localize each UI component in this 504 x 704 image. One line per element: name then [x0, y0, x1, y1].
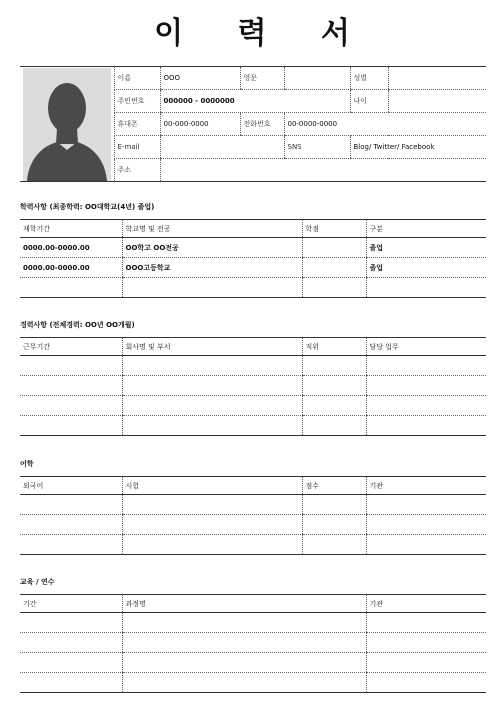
table-row: [20, 416, 486, 436]
language-score[interactable]: [302, 495, 366, 515]
training-table: [20, 594, 486, 693]
career-header: 회사명 및 부서: [122, 338, 302, 356]
career-title: 경력사항 (전체경력: OO년 OO개월): [20, 321, 135, 329]
career-header: 근무기간: [20, 338, 122, 356]
email-label: E-mail: [114, 136, 160, 159]
table-row: [20, 673, 486, 693]
language-name[interactable]: [20, 495, 122, 515]
table-row: [20, 278, 486, 298]
education-gpa[interactable]: [302, 238, 366, 258]
profile-table: [20, 66, 486, 182]
training-org[interactable]: [366, 673, 486, 693]
table-row: [20, 535, 486, 555]
career-period[interactable]: [20, 396, 122, 416]
language-name[interactable]: [20, 535, 122, 555]
language-header: 점수: [302, 477, 366, 495]
training-org[interactable]: [366, 653, 486, 673]
career-company[interactable]: [122, 416, 302, 436]
career-header: 담당 업무: [366, 338, 486, 356]
table-row: [20, 495, 486, 515]
gender-value[interactable]: [388, 67, 486, 90]
gender-label: 성별: [350, 67, 388, 90]
mobile-label: 휴대폰: [114, 113, 160, 136]
photo-cell: [20, 67, 114, 182]
education-school[interactable]: OOO고등학교: [122, 258, 302, 278]
phone-value[interactable]: 00-0000-0000: [284, 113, 486, 136]
table-row: [20, 515, 486, 535]
career-position[interactable]: [302, 416, 366, 436]
education-status[interactable]: [366, 278, 486, 298]
language-name[interactable]: [20, 515, 122, 535]
education-header: 학교명 및 전공: [122, 220, 302, 238]
table-row: [20, 356, 486, 376]
training-header: 기관: [366, 595, 486, 613]
training-period[interactable]: [20, 613, 122, 633]
education-status[interactable]: 졸업: [366, 258, 486, 278]
language-test[interactable]: [122, 535, 302, 555]
address-label: 주소: [114, 159, 160, 182]
education-header: 재학기간: [20, 220, 122, 238]
language-title: 어학: [20, 460, 34, 468]
sns-label: SNS: [284, 136, 350, 159]
education-school[interactable]: OO학고 OO전공: [122, 238, 302, 258]
language-org[interactable]: [366, 495, 486, 515]
training-course[interactable]: [122, 673, 366, 693]
language-table: [20, 476, 486, 555]
education-period[interactable]: 0000.00-0000.00: [20, 238, 122, 258]
language-header: 시험: [122, 477, 302, 495]
rrn-value[interactable]: 000000 - 0000000: [160, 90, 350, 113]
career-duty[interactable]: [366, 376, 486, 396]
age-label: 나이: [350, 90, 388, 113]
rrn-label: 주민번호: [114, 90, 160, 113]
education-gpa[interactable]: [302, 258, 366, 278]
career-position[interactable]: [302, 376, 366, 396]
training-period[interactable]: [20, 633, 122, 653]
table-row: [20, 653, 486, 673]
career-period[interactable]: [20, 416, 122, 436]
education-gpa[interactable]: [302, 278, 366, 298]
language-test[interactable]: [122, 495, 302, 515]
table-row: [20, 238, 486, 258]
education-title: 학력사항 (최종학력: OO대학교(4년) 졸업): [20, 203, 155, 211]
name-label: 이름: [114, 67, 160, 90]
address-value[interactable]: [160, 159, 486, 182]
career-period[interactable]: [20, 376, 122, 396]
education-school[interactable]: [122, 278, 302, 298]
training-course[interactable]: [122, 633, 366, 653]
english-name-label: 영문: [240, 67, 284, 90]
education-table: [20, 219, 486, 298]
language-org[interactable]: [366, 515, 486, 535]
language-test[interactable]: [122, 515, 302, 535]
career-company[interactable]: [122, 376, 302, 396]
training-header: 과정명: [122, 595, 366, 613]
language-org[interactable]: [366, 535, 486, 555]
career-duty[interactable]: [366, 396, 486, 416]
mobile-value[interactable]: 00-000-0000: [160, 113, 240, 136]
language-score[interactable]: [302, 535, 366, 555]
career-duty[interactable]: [366, 416, 486, 436]
career-header: 직위: [302, 338, 366, 356]
table-row: [20, 376, 486, 396]
training-course[interactable]: [122, 653, 366, 673]
career-company[interactable]: [122, 356, 302, 376]
education-period[interactable]: 0000.00-0000.00: [20, 258, 122, 278]
career-company[interactable]: [122, 396, 302, 416]
training-title: 교육 / 연수: [20, 578, 55, 586]
email-value[interactable]: [160, 136, 284, 159]
language-score[interactable]: [302, 515, 366, 535]
career-period[interactable]: [20, 356, 122, 376]
phone-label: 전화번호: [240, 113, 284, 136]
person-silhouette-icon: [23, 68, 111, 181]
training-period[interactable]: [20, 673, 122, 693]
career-duty[interactable]: [366, 356, 486, 376]
career-position[interactable]: [302, 396, 366, 416]
education-status[interactable]: 졸업: [366, 238, 486, 258]
profile-photo[interactable]: [23, 68, 111, 181]
language-header: 기관: [366, 477, 486, 495]
age-value[interactable]: [388, 90, 486, 113]
education-period[interactable]: [20, 278, 122, 298]
page-title: 이 력 서: [154, 16, 372, 51]
training-org[interactable]: [366, 633, 486, 653]
sns-value[interactable]: Blog/ Twitter/ Facebook: [350, 136, 486, 159]
name-value[interactable]: OOO: [160, 67, 240, 90]
education-header: 구분: [366, 220, 486, 238]
language-header: 외국어: [20, 477, 122, 495]
training-period[interactable]: [20, 653, 122, 673]
career-position[interactable]: [302, 356, 366, 376]
table-row: [20, 613, 486, 633]
career-table: [20, 337, 486, 436]
training-header: 기간: [20, 595, 122, 613]
english-name-value[interactable]: [284, 67, 350, 90]
training-org[interactable]: [366, 613, 486, 633]
training-course[interactable]: [122, 613, 366, 633]
education-header: 학점: [302, 220, 366, 238]
table-row: [20, 258, 486, 278]
table-row: [20, 633, 486, 653]
table-row: [20, 396, 486, 416]
